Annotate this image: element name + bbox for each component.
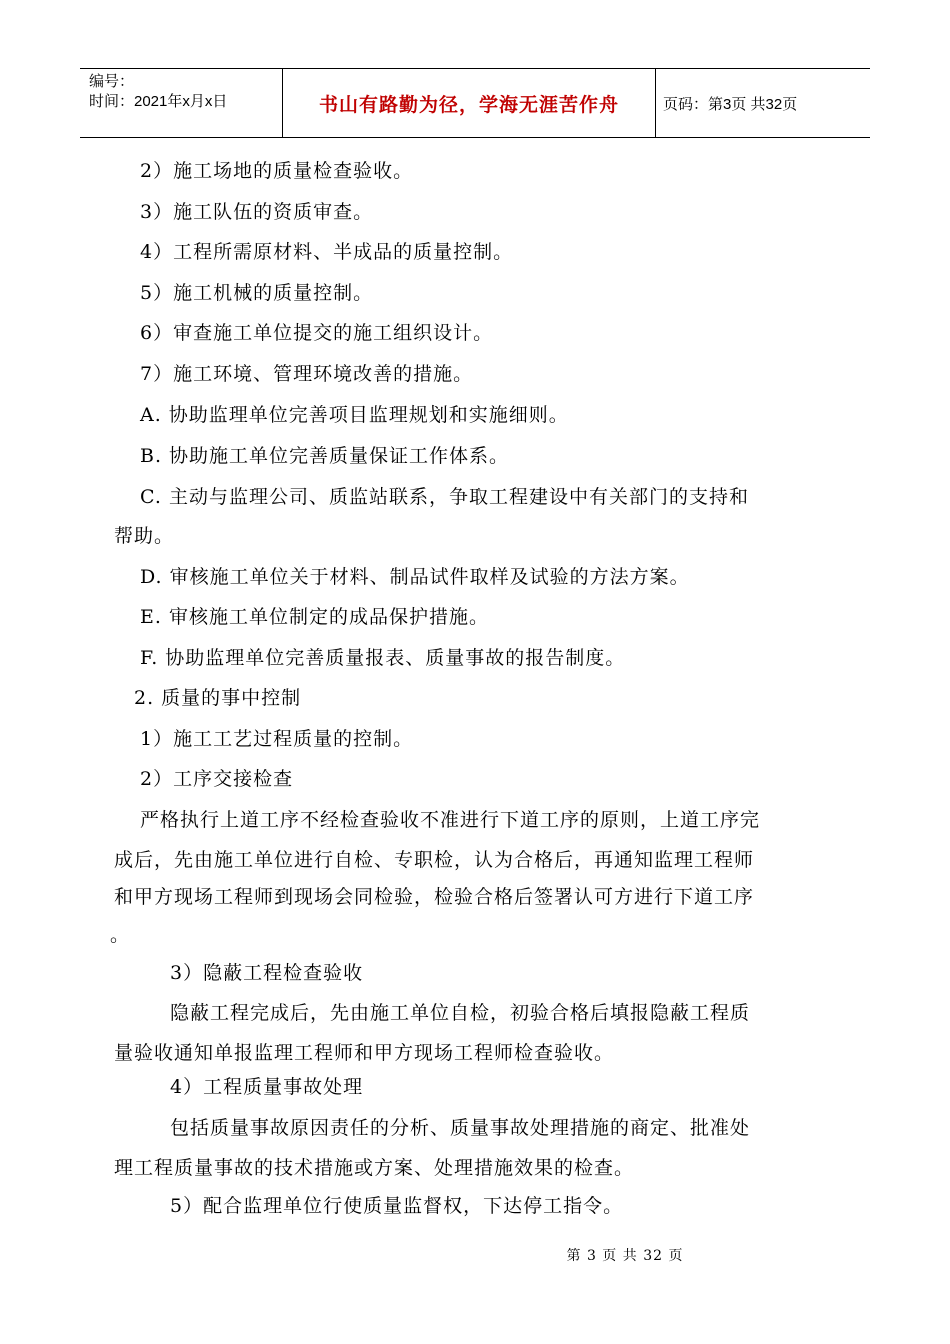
body-line: 6）审查施工单位提交的施工组织设计。 (140, 322, 494, 344)
body-line: 成后，先由施工单位进行自检、专职检，认为合格后，再通知监理工程师 (114, 849, 755, 871)
body-line: 隐蔽工程完成后，先由施工单位自检，初验合格后填报隐蔽工程质 (170, 1002, 751, 1024)
body-line: 。 (110, 924, 131, 946)
header-page-info (656, 69, 870, 137)
page-footer (0, 1245, 950, 1265)
page-header (80, 68, 870, 138)
document-number-label: 编号： (89, 73, 135, 90)
body-line: C. 主动与监理公司、质监站联系，争取工程建设中有关部门的支持和 (140, 486, 749, 508)
body-line: 4）工程质量事故处理 (170, 1076, 364, 1098)
body-line: 3）施工队伍的资质审查。 (140, 201, 374, 223)
body-line: F. 协助监理单位完善质量报表、质量事故的报告制度。 (140, 647, 626, 669)
body-line: 帮助。 (114, 525, 175, 547)
body-line: 2）工序交接检查 (140, 768, 294, 790)
body-line: 1）施工工艺过程质量的控制。 (140, 728, 414, 750)
body-line: 和甲方现场工程师到现场会同检验，检验合格后签署认可方进行下道工序 (114, 886, 755, 908)
body-line: 量验收通知单报监理工程师和甲方现场工程师检查验收。 (114, 1042, 615, 1064)
body-line: B. 协助施工单位完善质量保证工作体系。 (140, 445, 510, 467)
section-heading: 2. 质量的事中控制 (134, 687, 302, 709)
body-line: 理工程质量事故的技术措施或方案、处理措施效果的检查。 (114, 1157, 635, 1179)
body-line: 5）施工机械的质量控制。 (140, 282, 374, 304)
document-date: 时间：2021年x月x日 (89, 93, 228, 110)
header-motto-cell (282, 69, 656, 137)
body-line: 2）施工场地的质量检查验收。 (140, 160, 414, 182)
body-line: D. 审核施工单位关于材料、制品试件取样及试验的方法方案。 (140, 566, 690, 588)
footer-page-number: 第 3 页 共 32 页 (566, 1248, 684, 1264)
body-line: 4）工程所需原材料、半成品的质量控制。 (140, 241, 514, 263)
header-meta (80, 69, 282, 137)
body-line: 包括质量事故原因责任的分析、质量事故处理措施的商定、批准处 (170, 1117, 751, 1139)
body-line: A. 协助监理单位完善项目监理规划和实施细则。 (140, 404, 569, 426)
motto-text: 书山有路勤为径，学海无涯苦作舟 (318, 93, 619, 116)
body-line: E. 审核施工单位制定的成品保护措施。 (140, 606, 489, 628)
body-line: 5）配合监理单位行使质量监督权，下达停工指令。 (170, 1195, 624, 1217)
body-line: 7）施工环境、管理环境改善的措施。 (140, 363, 474, 385)
body-line: 严格执行上道工序不经检查验收不准进行下道工序的原则，上道工序完 (140, 809, 761, 831)
page-info-text: 页码：第3页 共32页 (663, 95, 798, 113)
body-line: 3）隐蔽工程检查验收 (170, 962, 364, 984)
